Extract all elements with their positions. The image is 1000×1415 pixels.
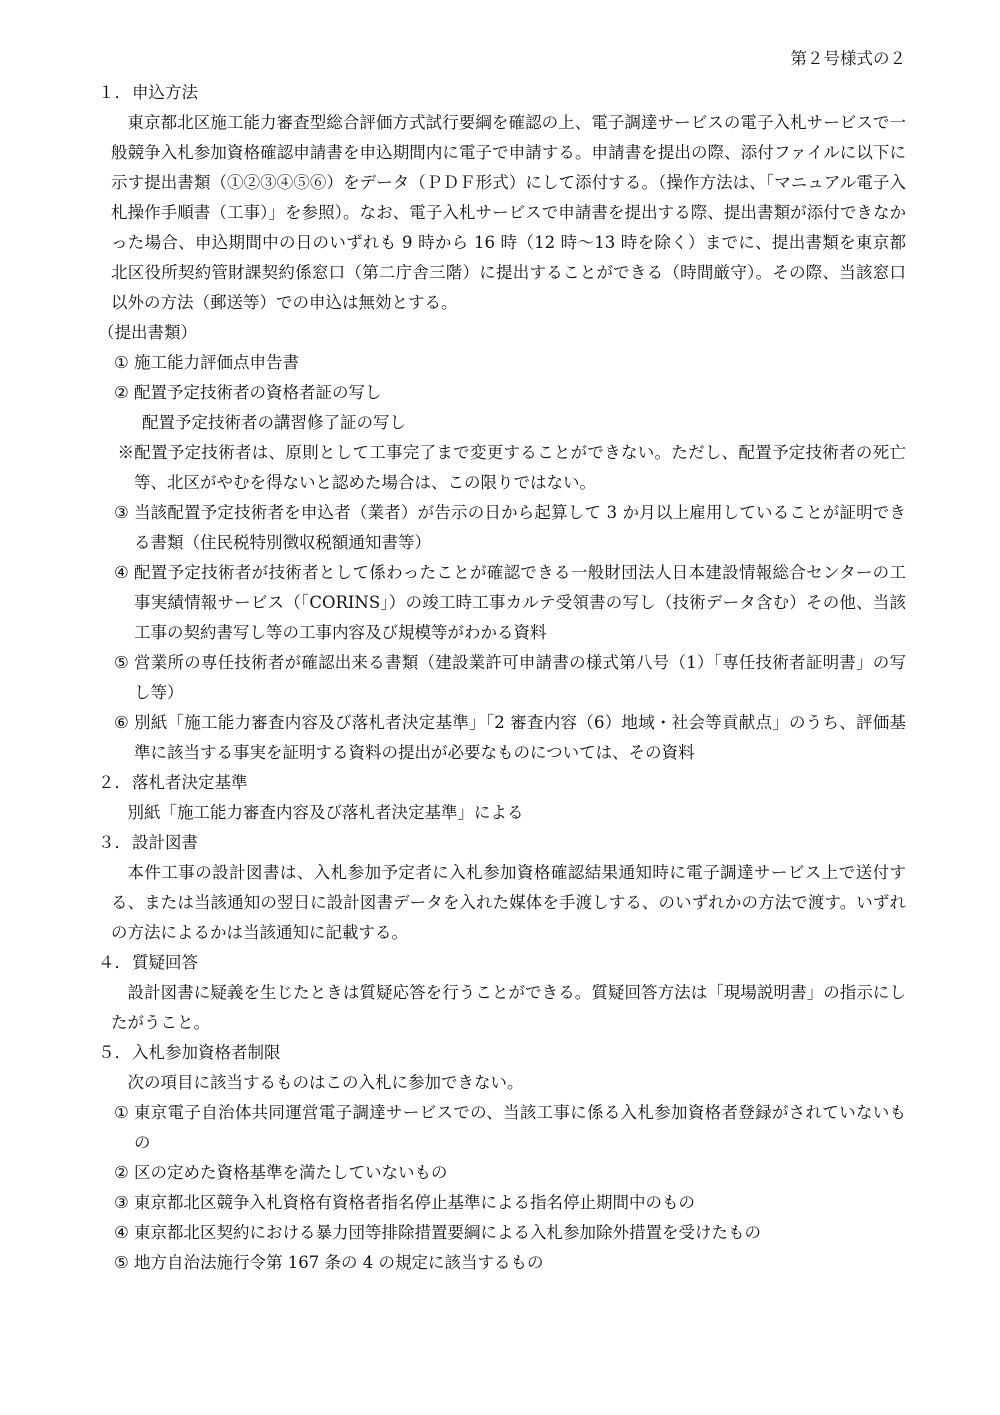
section-number: ５． <box>98 1043 131 1062</box>
section-4-heading <box>98 948 906 978</box>
item-number: ⑤ <box>114 1253 129 1272</box>
item-text: 東京都北区契約における暴力団等排除措置要綱による入札参加除外措置を受けたもの <box>134 1223 761 1242</box>
item-number: ③ <box>114 503 129 522</box>
item-number: ④ <box>114 1223 129 1242</box>
document-item-continuation: 配置予定技術者の講習修了証の写し <box>142 413 406 432</box>
item-number: ① <box>114 1103 129 1122</box>
document-item <box>98 558 906 648</box>
item-text: 配置予定技術者の資格者証の写し <box>134 383 382 402</box>
item-number: ③ <box>114 1193 129 1212</box>
restriction-item <box>98 1188 906 1218</box>
restriction-item <box>98 1248 906 1278</box>
restriction-item <box>98 1158 906 1188</box>
section-title: 入札参加資格者制限 <box>132 1043 281 1062</box>
section-5-intro: 次の項目に該当するものはこの入札に参加できない。 <box>127 1073 524 1092</box>
item-text: 別紙「施工能力審査内容及び落札者決定基準」「2 審査内容（6）地域・社会等貢献点」のうち、評価基準に該当する事実を証明する資料の提出が必要なものについては、その資料 <box>134 713 906 762</box>
item-text: 区の定めた資格基準を満たしていないもの <box>134 1163 448 1182</box>
form-number: 第２号様式の２ <box>790 49 906 68</box>
restriction-item <box>98 1218 906 1248</box>
section-number: ３． <box>98 833 131 852</box>
document-item <box>98 348 906 378</box>
document-item <box>98 498 906 558</box>
section-3-body: 本件工事の設計図書は、入札参加予定者に入札参加資格確認結果通知時に電子調達サービス上で送付する、または当該通知の翌日に設計図書データを入れた媒体を手渡しする、のいずれかの方法で渡す。いずれの方法によるかは当該通知に記載する。 <box>111 863 907 942</box>
section-2-heading <box>98 768 906 798</box>
item-number: ⑥ <box>114 713 129 732</box>
section-title: 落札者決定基準 <box>132 773 248 792</box>
restriction-item <box>98 1098 906 1158</box>
section-number: ２． <box>98 773 131 792</box>
technician-note: ※配置予定技術者は、原則として工事完了まで変更することができない。ただし、配置予定技術者の死亡等、北区がやむを得ないと認めた場合は、この限りではない。 <box>117 443 907 492</box>
section-title: 申込方法 <box>132 83 198 102</box>
section-1-heading <box>98 78 906 108</box>
document-item <box>98 708 906 768</box>
section-2-body: 別紙「施工能力審査内容及び落札者決定基準」による <box>127 803 524 822</box>
document-item <box>98 648 906 708</box>
section-title: 質疑回答 <box>132 953 198 972</box>
item-number: ① <box>114 353 129 372</box>
item-number: ⑤ <box>114 653 129 672</box>
section-number: ４． <box>98 953 131 972</box>
item-text: 施工能力評価点申告書 <box>134 353 299 372</box>
item-text: 東京電子自治体共同運営電子調達サービスでの、当該工事に係る入札参加資格者登録がされていないもの <box>134 1103 906 1152</box>
item-text: 配置予定技術者が技術者として係わったことが確認できる一般財団法人日本建設情報総合センターの工事実績情報サービス（「CORINS」）の竣工時工事カルテ受領書の写し（技術データ含む）その他、当該工事の契約書写し等の工事内容及び規模等がわかる資料 <box>134 563 906 642</box>
section-3-heading <box>98 828 906 858</box>
section-4-body: 設計図書に疑義を生じたときは質疑応答を行うことができる。質疑回答方法は「現場説明書」の指示にしたがうこと。 <box>111 983 906 1032</box>
document-item <box>98 378 906 408</box>
documents-heading: （提出書類） <box>98 323 197 342</box>
item-text: 東京都北区競争入札資格有資格者指名停止基準による指名停止期間中のもの <box>134 1193 695 1212</box>
item-number: ② <box>114 383 129 402</box>
item-text: 地方自治法施行令第 167 条の 4 の規定に該当するもの <box>134 1253 544 1272</box>
item-number: ② <box>114 1163 129 1182</box>
section-number: １． <box>98 83 131 102</box>
item-text: 当該配置予定技術者を申込者（業者）が告示の日から起算して 3 か月以上雇用していることが証明できる書類（住民税特別徴収税額通知書等） <box>134 503 906 552</box>
section-1-body: 東京都北区施工能力審査型総合評価方式試行要綱を確認の上、電子調達サービスの電子入札サービスで一般競争入札参加資格確認申請書を申込期間内に電子で申請する。申請書を提出の際、添付ファイルに以下に示す提出書類（①②③④⑤⑥）をデータ（ＰＤＦ形式）にして添付する。（操作方法は、「マニュアル電子入札操作手順書（工事）」を参照）。なお、電子入札サービスで申請書を提出する際、提出書類が添付できなかった場合、申込期間中の日のいずれも 9 時から 16 時（12 時～13 時を除く）までに、提出書類を東京都北区役所契約管財課契約係窓口（第二庁舎三階）に提出することができる（時間厳守）。その際、当該窓口以外の方法（郵送等）での申込は無効とする。 <box>111 113 906 312</box>
section-5-heading <box>98 1038 906 1068</box>
section-title: 設計図書 <box>132 833 198 852</box>
item-text: 営業所の専任技術者が確認出来る書類（建設業許可申請書の様式第八号（1）「専任技術者証明書」の写し等） <box>134 653 906 702</box>
document-body <box>98 78 906 1278</box>
item-number: ④ <box>114 563 129 582</box>
